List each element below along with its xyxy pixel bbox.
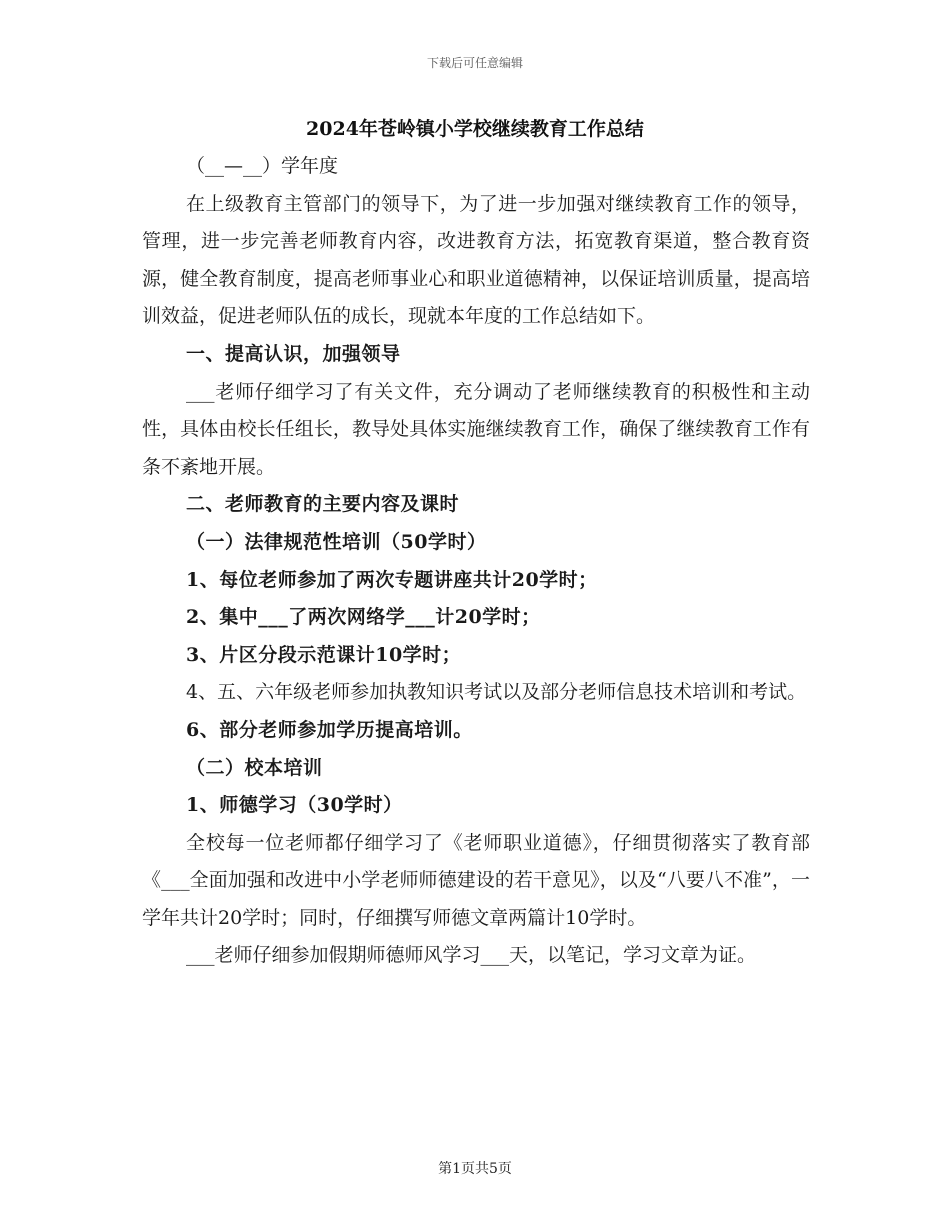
list-item-3: 3、片区分段示范课计10学时； [186, 643, 462, 666]
list-item-1: 1、每位老师参加了两次专题讲座共计20学时； [186, 568, 598, 591]
list-item-6: 6、部分老师参加学历提高培训。 [186, 718, 473, 741]
section-heading-1: 一、提高认识，加强领导 [186, 342, 401, 365]
intro-paragraph: 在上级教育主管部门的领导下，为了进一步加强对继续教育工作的领导，管理，进一步完善老师教育内容，改进教育方法，拓宽教育渠道，整合教育资源，健全教育制度，提高老师事业心和职业道德精神，以保证培训质量，提高培训效益，促进老师队伍的成长，现就本年度的工作总结如下。 [142, 192, 810, 328]
list-item-4: 4、五、六年级老师参加执教知识考试以及部分老师信息技术培训和考试。 [186, 681, 807, 704]
section-1-paragraph: ___老师仔细学习了有关文件，充分调动了老师继续教育的积极性和主动性，具体由校长任组长，教导处具体实施继续教育工作，确保了继续教育工作有条不紊地开展。 [142, 380, 810, 478]
subsection-heading-legal: （一）法律规范性培训（50学时） [186, 530, 487, 553]
document-title: 2024年苍岭镇小学校继续教育工作总结 [306, 118, 644, 140]
academic-year-line: （__—__）学年度 [186, 155, 339, 177]
ethics-paragraph: 全校每一位老师都仔细学习了《老师职业道德》，仔细贯彻落实了教育部《___全面加强和改进中小学老师师德建设的若干意见》，以及“八要八不准”，一学年共计20学时；同时，仔细撰写师德文章两篇计10学时。 [142, 831, 810, 929]
header-note: 下载后可任意编辑 [426, 56, 523, 70]
list-item-2: 2、集中___了两次网络学___计20学时； [186, 606, 541, 629]
subsection-heading-school: （二）校本培训 [186, 756, 323, 779]
ethics-heading: 1、师德学习（30学时） [186, 794, 403, 817]
page-footer: 第1页共5页 [438, 1161, 512, 1177]
document-body [142, 148, 810, 975]
section-heading-2: 二、老师教育的主要内容及课时 [186, 493, 460, 516]
holiday-study-paragraph: ___老师仔细参加假期师德师风学习___天，以笔记，学习文章为证。 [186, 944, 757, 967]
